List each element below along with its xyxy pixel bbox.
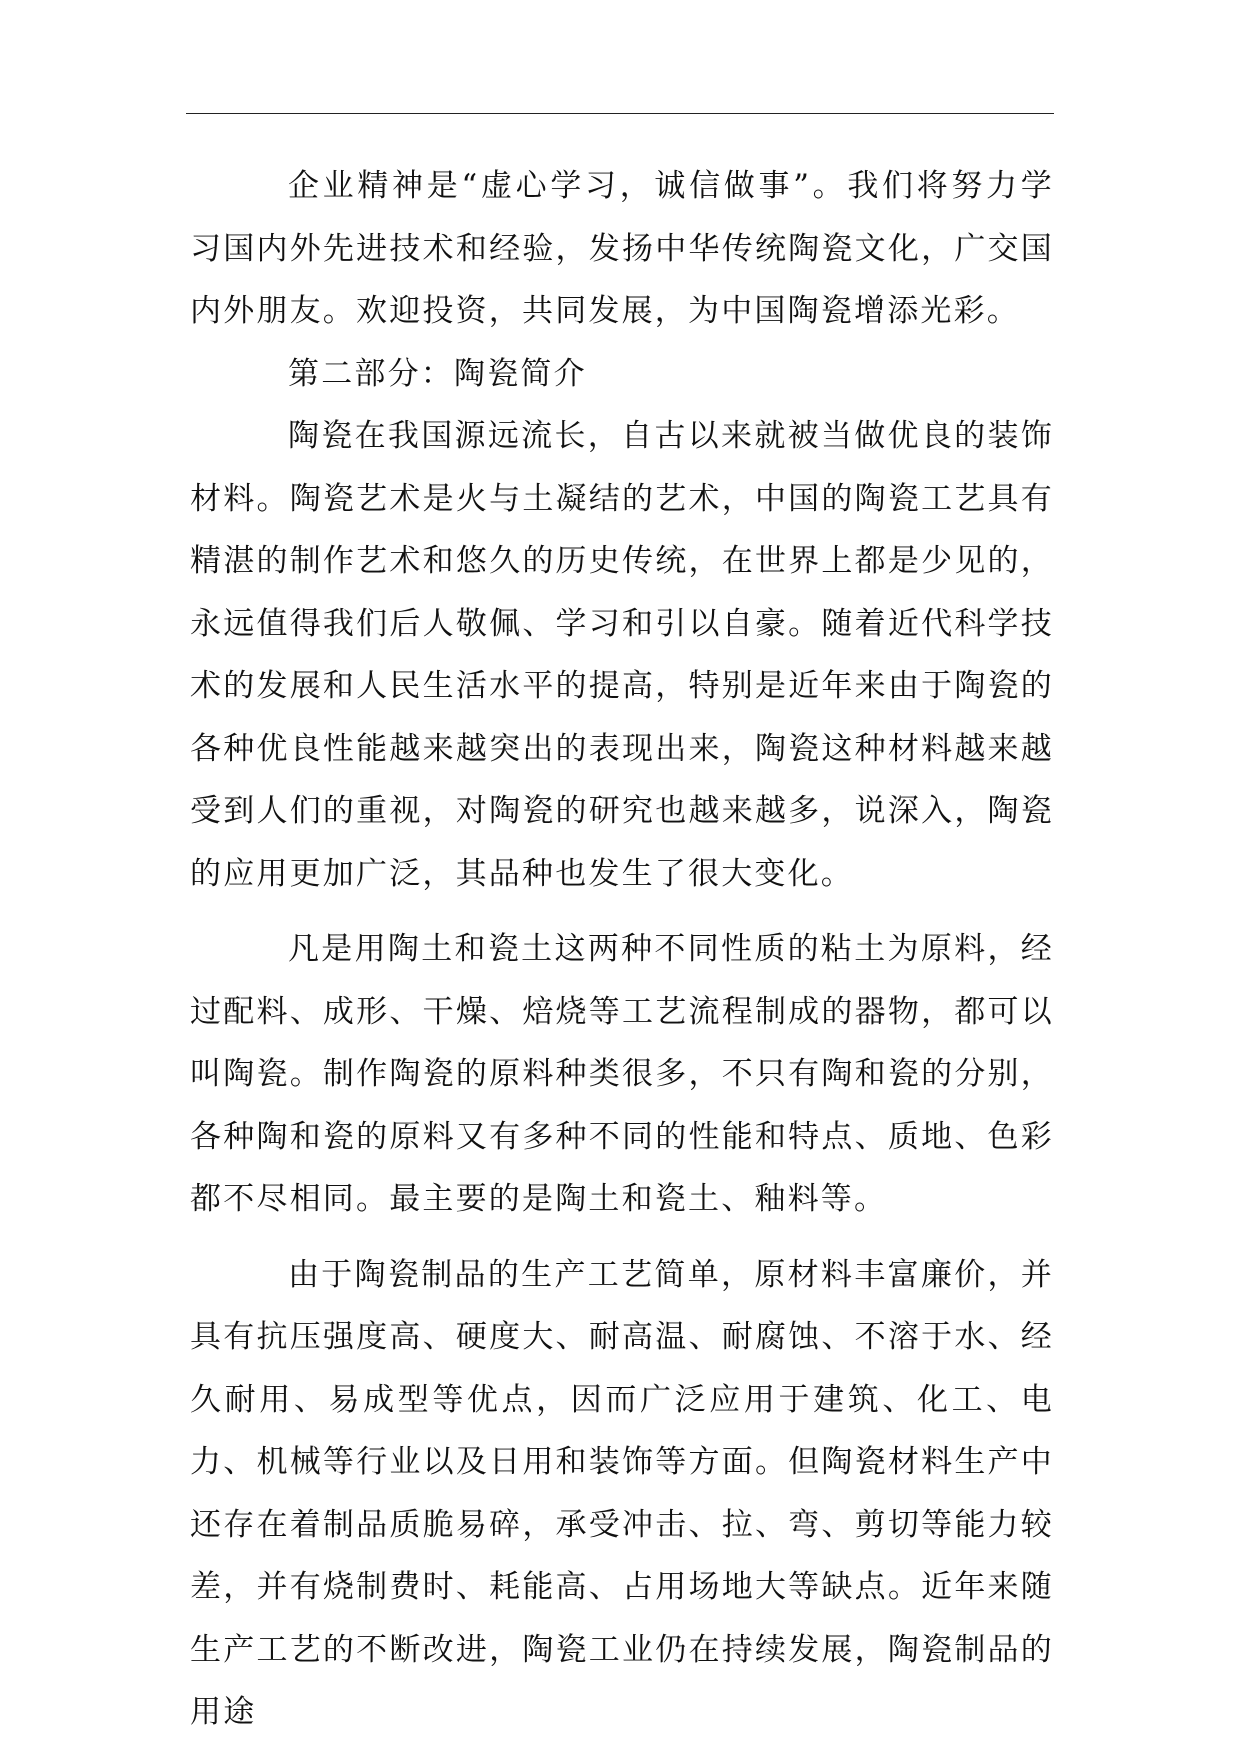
paragraph-ceramics-definition: 凡是用陶土和瓷土这两种不同性质的粘土为原料，经过配料、成形、干燥、焙烧等工艺流程制成的器物，都可以叫陶瓷。制作陶瓷的原料种类很多，不只有陶和瓷的分别，各种陶和瓷的原料又有多种不同的性能和特点、质地、色彩都不尽相同。最主要的是陶土和瓷土、釉料等。: [190, 931, 1054, 1217]
header-rule: [186, 113, 1054, 114]
paragraph-ceramics-properties: 由于陶瓷制品的生产工艺简单，原材料丰富廉价，并具有抗压强度高、硬度大、耐高温、耐腐蚀、不溶于水、经久耐用、易成型等优点，因而广泛应用于建筑、化工、电力、机械等行业以及日用和装饰等方面。但陶瓷材料生产中还存在着制品质脆易碎，承受冲击、拉、弯、剪切等能力较差，并有烧制费时、耗能高、占用场地大等缺点。近年来随生产工艺的不断改进，陶瓷工业仍在持续发展，陶瓷制品的用途: [190, 1256, 1054, 1730]
paragraph-enterprise-spirit: 企业精神是“虚心学习，诚信做事”。我们将努力学习国内外先进技术和经验，发扬中华传统陶瓷文化，广交国内外朋友。欢迎投资，共同发展，为中国陶瓷增添光彩。: [190, 168, 1054, 329]
document-body: [190, 155, 1054, 1744]
paragraph-ceramics-history: 陶瓷在我国源远流长，自古以来就被当做优良的装饰材料。陶瓷艺术是火与土凝结的艺术，中国的陶瓷工艺具有精湛的制作艺术和悠久的历史传统，在世界上都是少见的，永远值得我们后人敬佩、学习和引以自豪。随着近代科学技术的发展和人民生活水平的提高，特别是近年来由于陶瓷的各种优良性能越来越突出的表现出来，陶瓷这种材料越来越受到人们的重视，对陶瓷的研究也越来越多，说深入，陶瓷的应用更加广泛，其品种也发生了很大变化。: [190, 418, 1054, 892]
section-heading: 第二部分：陶瓷简介: [288, 355, 587, 392]
